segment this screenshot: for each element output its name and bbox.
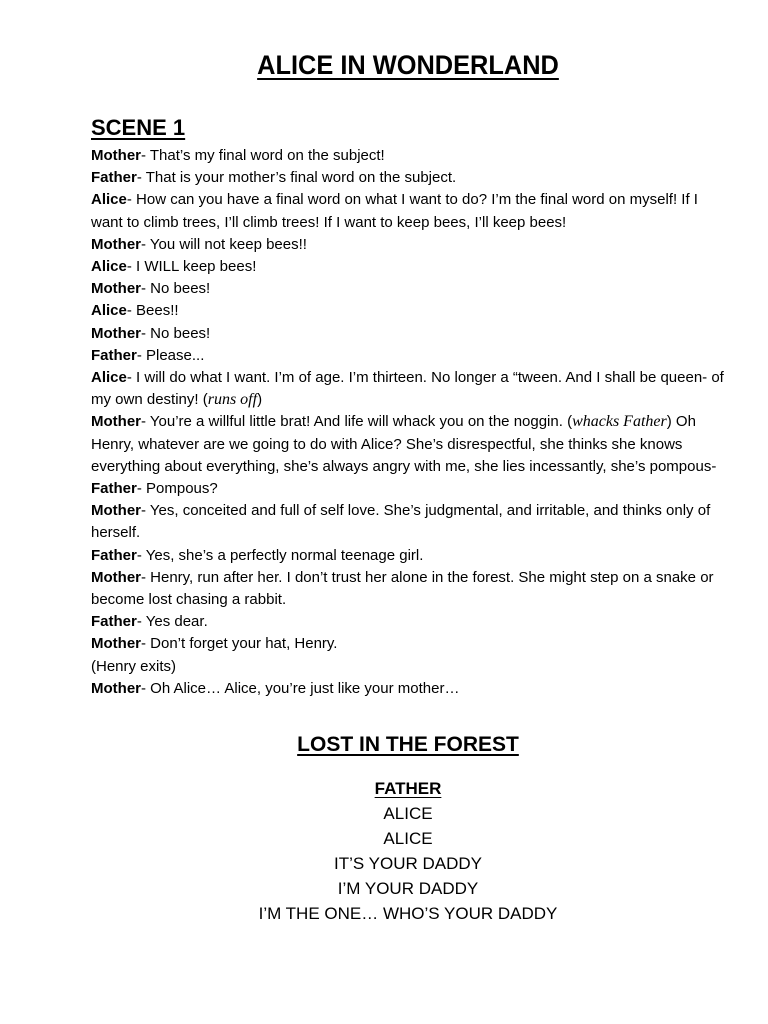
line-text: - I WILL keep bees! bbox=[126, 258, 257, 276]
speaker-name: Father bbox=[91, 613, 137, 631]
dialogue-line bbox=[91, 145, 731, 167]
singer-name: FATHER bbox=[374, 779, 442, 798]
line-text: - Pompous? bbox=[136, 480, 218, 498]
speaker-name: Alice bbox=[91, 258, 127, 276]
speaker-name: Mother bbox=[91, 502, 141, 520]
line-text: (Henry exits) bbox=[91, 657, 177, 675]
dialogue-line bbox=[91, 478, 731, 500]
speaker-name: Mother bbox=[91, 235, 141, 253]
speaker-name: Mother bbox=[91, 413, 141, 431]
line-text: - Yes dear. bbox=[136, 613, 208, 631]
scene-heading: SCENE 1 bbox=[91, 115, 186, 140]
line-text: - No bees! bbox=[141, 280, 211, 298]
line-text: - You will not keep bees!! bbox=[141, 235, 307, 253]
speaker-name: Mother bbox=[91, 280, 141, 298]
speaker-name: Mother bbox=[91, 635, 141, 653]
speaker-name: Father bbox=[91, 346, 137, 364]
line-text: - Bees!! bbox=[126, 302, 179, 320]
lyric-line: I’M YOUR DADDY bbox=[337, 879, 479, 898]
dialogue-line bbox=[91, 234, 731, 256]
line-text: - Please... bbox=[136, 346, 205, 364]
line-text: - That is your mother’s final word on the subject. bbox=[136, 169, 457, 187]
dialogue-block bbox=[91, 145, 731, 700]
dialogue-line bbox=[91, 411, 731, 478]
dialogue-line bbox=[91, 545, 731, 567]
dialogue-line bbox=[91, 323, 731, 345]
speaker-name: Mother bbox=[91, 324, 141, 342]
dialogue-line bbox=[91, 633, 731, 655]
dialogue-line bbox=[91, 367, 731, 411]
line-text: - You’re a willful little brat! And life will whack you on the noggin. ( bbox=[141, 413, 573, 431]
stage-direction: whacks Father bbox=[572, 413, 667, 431]
speaker-name: Mother bbox=[91, 568, 141, 586]
dialogue-line bbox=[91, 567, 731, 611]
line-text: - Yes, she’s a perfectly normal teenage girl. bbox=[136, 546, 424, 564]
dialogue-line bbox=[91, 611, 731, 633]
line-text: - How can you have a final word on what I want to do? I’m the final word on myself! If I want to climb trees, I’ll climb trees! If I want to keep bees, I’ll keep bees! bbox=[91, 191, 698, 231]
speaker-name: Father bbox=[91, 169, 137, 187]
line-text: - That’s my final word on the subject! bbox=[141, 147, 385, 164]
speaker-name: Mother bbox=[91, 147, 141, 164]
lyric-line: ALICE bbox=[383, 829, 433, 848]
line-text: - Oh Alice… Alice, you’re just like your mother… bbox=[141, 679, 460, 697]
dialogue-line bbox=[91, 278, 731, 300]
line-text: - Henry, run after her. I don’t trust her alone in the forest. She might step on a snake or become lost chasing a rabbit. bbox=[91, 568, 714, 609]
lyric-line: I’M THE ONE… WHO’S YOUR DADDY bbox=[258, 904, 558, 923]
speaker-name: Alice bbox=[91, 302, 127, 320]
lyric-line: IT’S YOUR DADDY bbox=[334, 854, 482, 873]
dialogue-line bbox=[91, 678, 731, 700]
dialogue-line bbox=[91, 345, 731, 367]
dialogue-line bbox=[91, 189, 731, 233]
stage-direction: runs off bbox=[207, 391, 258, 409]
lyric-line: ALICE bbox=[383, 804, 433, 823]
dialogue-line bbox=[91, 256, 731, 278]
line-text: - Don’t forget your hat, Henry. bbox=[141, 635, 338, 653]
line-text-after: ) Oh Henry, whatever are we going to do with Alice? She’s disrespectful, she thinks she knows everything about everything, she’s always angry with me, she lies incessantly, she’s pompous- bbox=[91, 413, 717, 475]
page-title: ALICE IN WONDERLAND bbox=[257, 50, 559, 80]
song-title: LOST IN THE FOREST bbox=[297, 733, 519, 756]
speaker-name: Alice bbox=[91, 369, 127, 387]
speaker-name: Father bbox=[91, 546, 137, 564]
dialogue-line bbox=[91, 300, 731, 322]
line-text: - No bees! bbox=[141, 324, 211, 342]
speaker-name: Father bbox=[91, 480, 137, 498]
stage-direction-line bbox=[91, 656, 731, 678]
line-text: - I will do what I want. I’m of age. I’m thirteen. No longer a “tween. And I shall be queen- of my own destiny! ( bbox=[91, 369, 724, 409]
line-text-after: ) bbox=[257, 391, 263, 409]
dialogue-line bbox=[91, 500, 731, 544]
speaker-name: Mother bbox=[91, 679, 141, 697]
line-text: - Yes, conceited and full of self love. She’s judgmental, and irritable, and thinks only of herself. bbox=[91, 502, 711, 542]
dialogue-line bbox=[91, 167, 731, 189]
speaker-name: Alice bbox=[91, 191, 127, 209]
song-lyrics bbox=[0, 776, 768, 926]
